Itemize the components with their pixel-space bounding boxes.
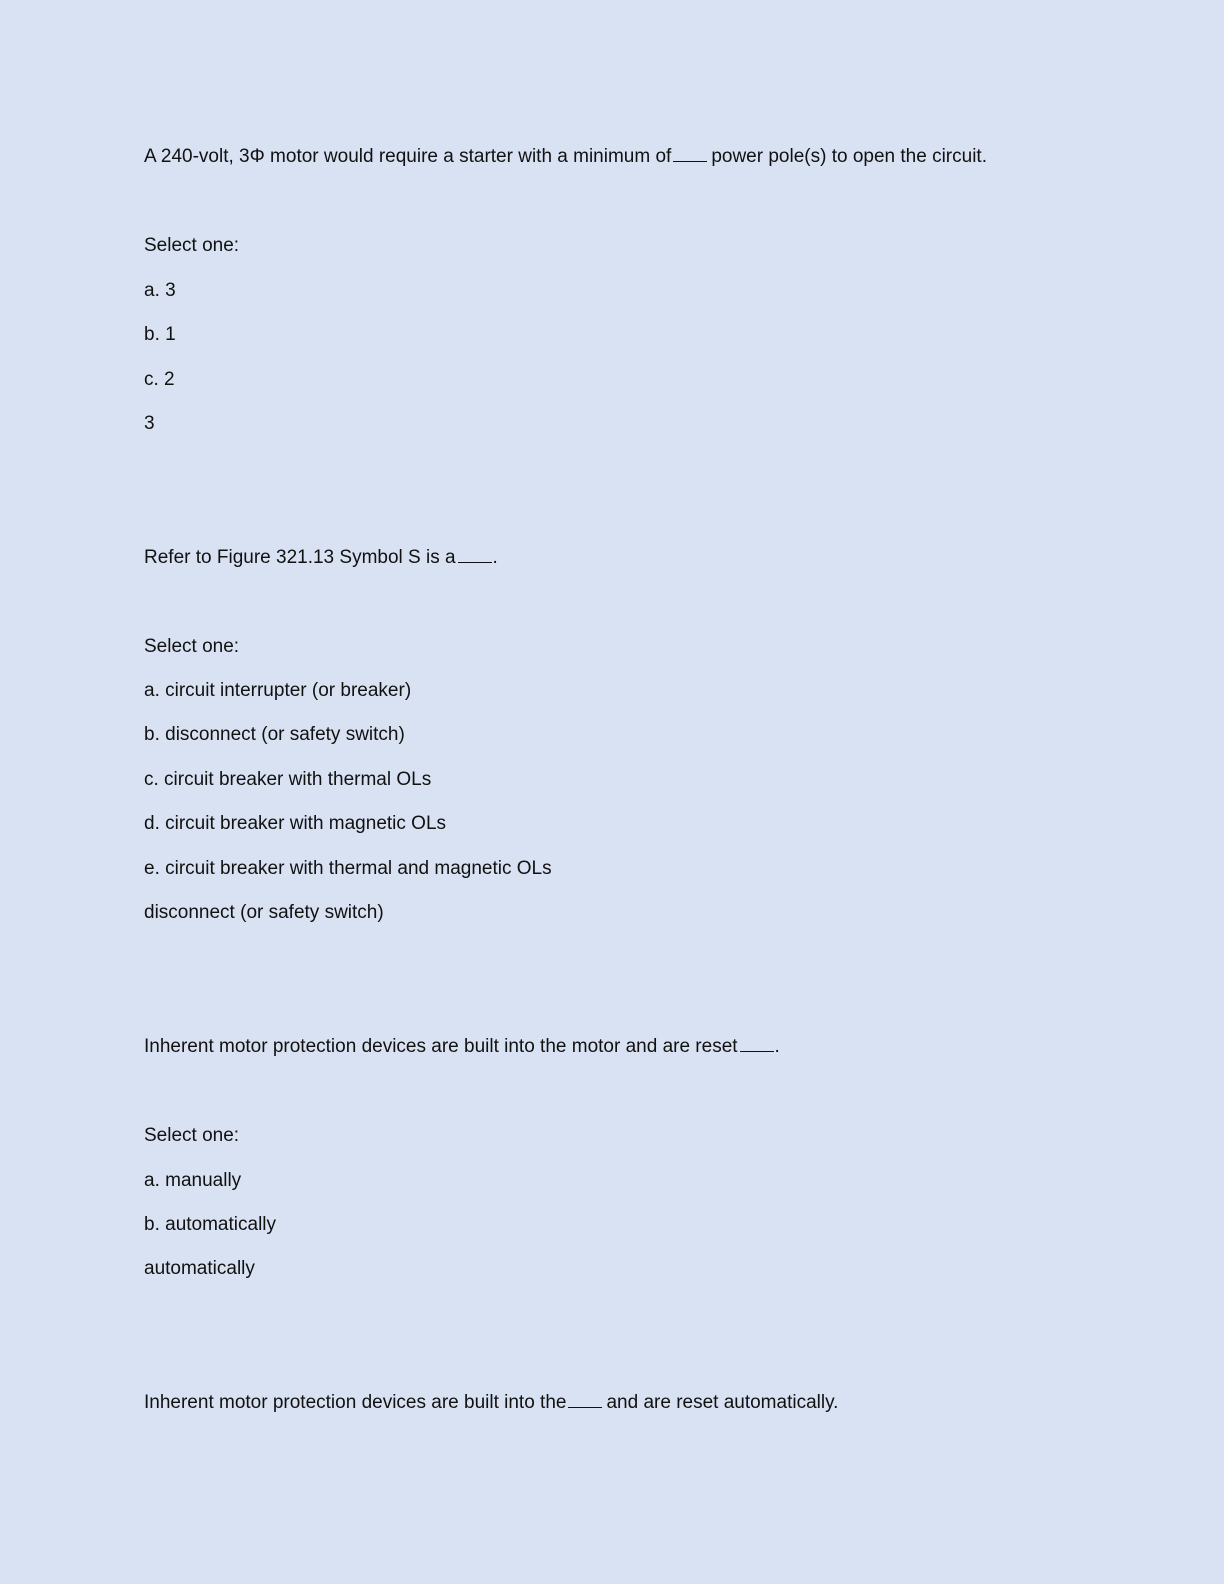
answer-blank [458,561,492,563]
question-2-option-c[interactable]: c. circuit breaker with thermal OLs [144,769,432,790]
question-3-select-label: Select one: [144,1125,240,1146]
question-3-option-a[interactable]: a. manually [144,1170,242,1191]
question-3-option-b[interactable]: b. automatically [144,1214,277,1235]
answer-blank [673,160,707,162]
question-1-select-label: Select one: [144,235,240,256]
question-2-option-d[interactable]: d. circuit breaker with magnetic OLs [144,813,447,834]
question-2-option-b[interactable]: b. disconnect (or safety switch) [144,724,405,745]
question-2-prompt [144,546,498,570]
question-3-prompt-after: . [774,1036,780,1057]
question-4-prompt [144,1391,838,1415]
question-4-prompt-after: and are reset automatically. [606,1392,839,1413]
answer-blank [740,1050,774,1052]
answer-blank [568,1406,602,1408]
question-3-answer: automatically [144,1258,255,1279]
question-2-option-a[interactable]: a. circuit interrupter (or breaker) [144,680,412,701]
question-3-prompt [144,1035,780,1059]
question-1-prompt [144,145,987,169]
question-1-option-a[interactable]: a. 3 [144,280,176,301]
question-2-option-e[interactable]: e. circuit breaker with thermal and magnetic OLs [144,858,552,879]
question-1-prompt-before: A 240-volt, 3Φ motor would require a starter with a minimum of [144,146,672,167]
question-1-answer: 3 [144,413,155,434]
question-2-prompt-after: . [492,547,498,568]
question-2-prompt-before: Refer to Figure 321.13 Symbol S is a [144,547,456,568]
question-1-prompt-after: power pole(s) to open the circuit. [711,146,987,167]
question-3-prompt-before: Inherent motor protection devices are built into the motor and are reset [144,1036,738,1057]
question-4-prompt-before: Inherent motor protection devices are built into the [144,1392,567,1413]
question-1-option-b[interactable]: b. 1 [144,324,176,345]
question-2-answer: disconnect (or safety switch) [144,902,384,923]
question-2-select-label: Select one: [144,636,240,657]
question-1-option-c[interactable]: c. 2 [144,369,175,390]
